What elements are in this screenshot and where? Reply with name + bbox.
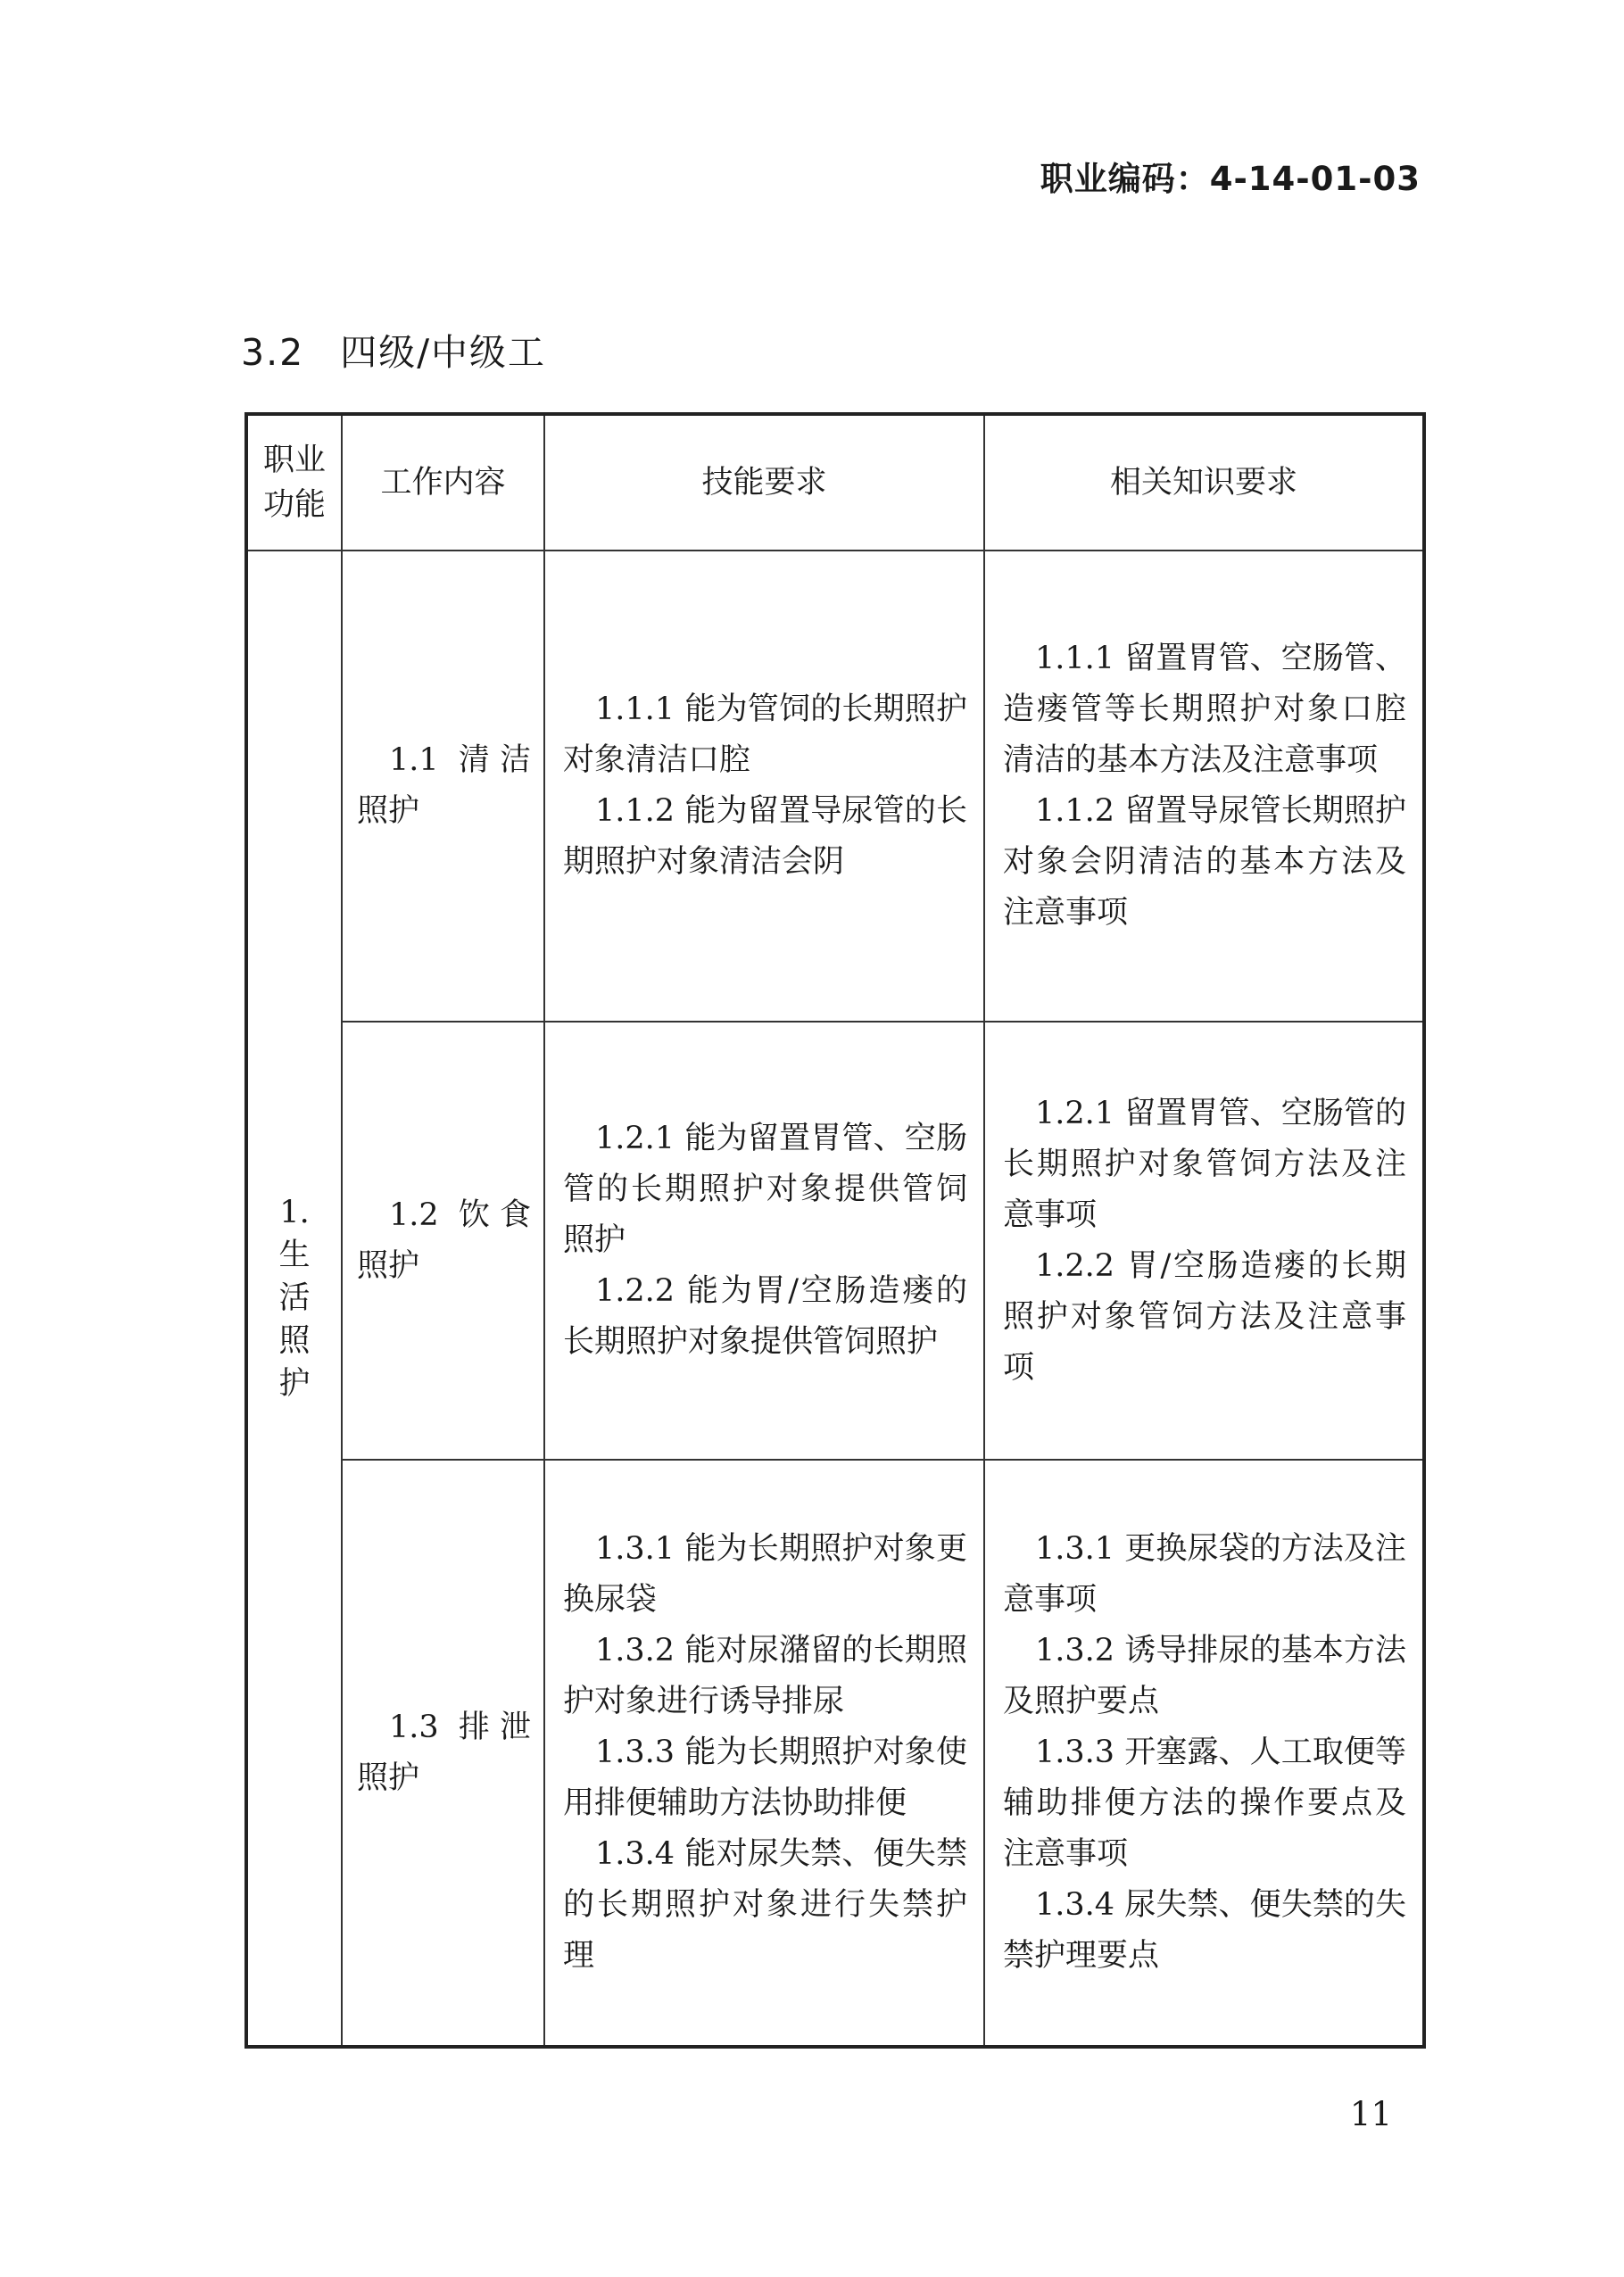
function-char: 生 xyxy=(278,1238,311,1273)
knowledge-item: 1.1.1 留置胃管、空肠管、造瘘管等长期照护对象口腔清洁的基本方法及注意事项 xyxy=(1003,641,1406,778)
knowledge-item: 1.3.2 诱导排尿的基本方法及照护要点 xyxy=(1003,1633,1406,1719)
knowledge-cell xyxy=(984,1022,1424,1460)
header-function xyxy=(246,414,342,551)
table-row xyxy=(246,1022,1424,1460)
function-cell xyxy=(246,551,342,2047)
work-content-text: 1.2 饮食照护 xyxy=(357,1196,531,1284)
knowledge-item: 1.1.2 留置导尿管长期照护对象会阴清洁的基本方法及注意事项 xyxy=(1003,793,1406,931)
table-header-row xyxy=(246,414,1424,551)
header-function-line-1: 职业 xyxy=(262,443,326,478)
occupation-code: 职业编码：4-14-01-03 xyxy=(1040,160,1421,198)
knowledge-item: 1.2.2 胃/空肠造瘘的长期照护对象管饲方法及注意事项 xyxy=(1003,1247,1406,1386)
skill-item: 1.2.2 能为胃/空肠造瘘的长期照护对象提供管饲照护 xyxy=(563,1273,967,1360)
table-row xyxy=(246,551,1424,1022)
skill-cell xyxy=(544,551,984,1022)
function-char: 照 xyxy=(278,1323,311,1359)
skill-item: 1.3.1 能为长期照护对象更换尿袋 xyxy=(563,1531,967,1618)
work-content-cell xyxy=(342,1022,544,1460)
header-work-content: 工作内容 xyxy=(342,414,544,551)
standard-table xyxy=(244,412,1426,2049)
knowledge-item: 1.3.4 尿失禁、便失禁的失禁护理要点 xyxy=(1003,1887,1406,1974)
section-title-text: 四级/中级工 xyxy=(340,331,547,374)
work-content-text: 1.3 排泄照护 xyxy=(357,1709,531,1796)
work-content-cell xyxy=(342,1460,544,2047)
function-number: 1. xyxy=(279,1195,310,1230)
section-number: 3.2 xyxy=(241,331,305,374)
work-content-cell xyxy=(342,551,544,1022)
skill-cell xyxy=(544,1022,984,1460)
knowledge-cell xyxy=(984,1460,1424,2047)
knowledge-cell xyxy=(984,551,1424,1022)
knowledge-item: 1.3.3 开塞露、人工取便等辅助排便方法的操作要点及注意事项 xyxy=(1003,1735,1406,1872)
knowledge-item: 1.3.1 更换尿袋的方法及注意事项 xyxy=(1003,1531,1406,1618)
skill-item: 1.3.3 能为长期照护对象使用排便辅助方法协助排便 xyxy=(563,1735,967,1821)
header-function-line-2: 功能 xyxy=(262,487,326,523)
skill-item: 1.3.2 能对尿潴留的长期照护对象进行诱导排尿 xyxy=(563,1633,967,1719)
header-knowledge-requirements: 相关知识要求 xyxy=(984,414,1424,551)
header-skill-requirements: 技能要求 xyxy=(544,414,984,551)
function-char: 护 xyxy=(278,1366,311,1402)
skill-cell xyxy=(544,1460,984,2047)
section-title xyxy=(241,323,546,376)
skill-item: 1.1.1 能为管饲的长期照护对象清洁口腔 xyxy=(563,691,967,778)
knowledge-item: 1.2.1 留置胃管、空肠管的长期照护对象管饲方法及注意事项 xyxy=(1003,1095,1406,1233)
skill-item: 1.1.2 能为留置导尿管的长期照护对象清洁会阴 xyxy=(563,793,967,880)
page-number: 11 xyxy=(1349,2095,1392,2133)
work-content-text: 1.1 清洁照护 xyxy=(357,742,531,829)
table-row xyxy=(246,1460,1424,2047)
function-char: 活 xyxy=(278,1280,311,1316)
skill-item: 1.2.1 能为留置胃管、空肠管的长期照护对象提供管饲照护 xyxy=(563,1121,967,1258)
skill-item: 1.3.4 能对尿失禁、便失禁的长期照护对象进行失禁护理 xyxy=(563,1836,967,1974)
